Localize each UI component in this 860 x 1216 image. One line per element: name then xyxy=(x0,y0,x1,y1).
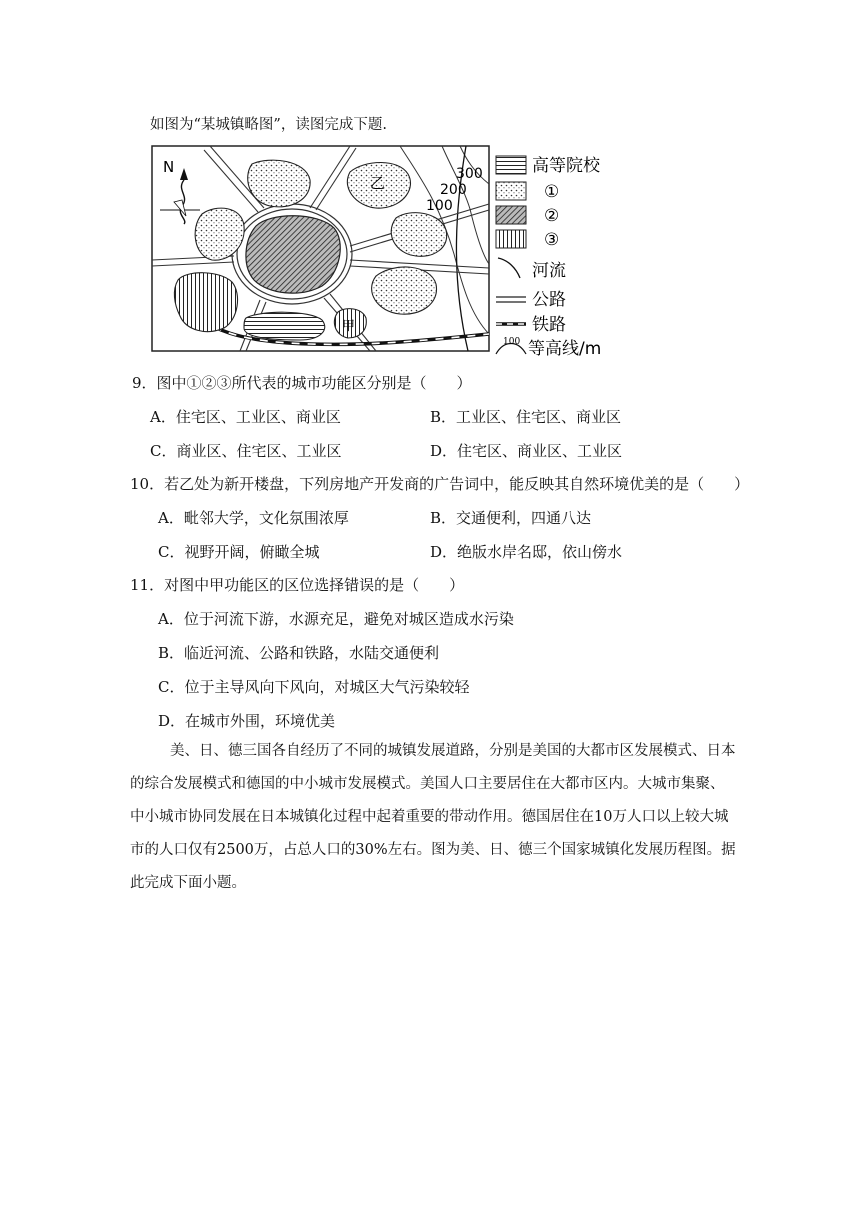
q11-option-b[interactable]: B．临近河流、公路和铁路，水陆交通便利 xyxy=(158,644,440,662)
contour-label-300: 300 xyxy=(456,166,483,182)
q11-option-d[interactable]: D．在城市外围，环境优美 xyxy=(158,712,336,730)
legend-college: 高等院校 xyxy=(532,156,600,176)
label-yi: 乙 xyxy=(370,174,386,192)
map-legend xyxy=(496,156,601,356)
q9-option-a[interactable]: A．住宅区、工业区、商业区 xyxy=(150,408,341,426)
legend-river: 河流 xyxy=(532,261,566,281)
zone-1-east xyxy=(391,213,446,257)
q9-stem: 9．图中①②③所代表的城市功能区分别是（ ） xyxy=(132,374,472,392)
q11-option-c[interactable]: C．位于主导风向下风向，对城区大气污染较轻 xyxy=(158,678,470,696)
legend-contour-value: 100 xyxy=(503,337,521,347)
q9-option-c[interactable]: C．商业区、住宅区、工业区 xyxy=(150,442,342,460)
north-label: N xyxy=(163,158,175,176)
town-sketch-map xyxy=(150,144,620,356)
legend-river-icon xyxy=(498,258,520,278)
zone-1-southeast xyxy=(372,267,437,314)
contour-label-100: 100 xyxy=(426,198,453,214)
zone-3-southwest xyxy=(174,273,237,332)
legend-college-swatch xyxy=(496,156,526,174)
legend-contour: 等高线/m xyxy=(528,339,602,356)
passage-paragraph: 美、日、德三国各自经历了不同的城镇发展道路，分别是美国的大都市区发展模式、日本的综合发展模式和德国的中小城市发展模式。美国人口主要居住在大都市区内。大城市集聚、中小城市协同发展在日本城镇化过程中起着重要的带动作用。德国居住在10万人口以上较大城市的人口仅有2500万，占总人口的30%左右。图为美、日、德三个国家城镇化发展历程图。据此完成下面小题。 xyxy=(130,743,736,891)
college-zone xyxy=(244,312,325,340)
map-figure xyxy=(150,144,620,356)
intro-text: 如图为“某城镇略图”，读图完成下题. xyxy=(150,117,387,133)
q9-option-b[interactable]: B．工业区、住宅区、商业区 xyxy=(430,408,622,426)
q11-option-a[interactable]: A．位于河流下游，水源充足，避免对城区造成水污染 xyxy=(158,610,514,628)
q10-option-a[interactable]: A．毗邻大学，文化氛围浓厚 xyxy=(158,509,349,527)
legend-2-swatch xyxy=(496,206,526,224)
center-zone-2 xyxy=(246,216,340,293)
legend-three: ③ xyxy=(544,230,560,250)
legend-3-swatch xyxy=(496,230,526,248)
q10-option-c[interactable]: C．视野开阔，俯瞰全城 xyxy=(158,543,320,561)
legend-road: 公路 xyxy=(532,290,566,310)
q10-stem: 10．若乙处为新开楼盘，下列房地产开发商的广告词中，能反映其自然环境优美的是（ ） xyxy=(130,475,750,493)
legend-two: ② xyxy=(544,206,560,226)
q10-option-d[interactable]: D．绝版水岸名邸，依山傍水 xyxy=(430,543,623,561)
zone-1-north xyxy=(248,160,310,207)
q9-option-d[interactable]: D．住宅区、商业区、工业区 xyxy=(430,442,623,460)
q11-stem: 11．对图中甲功能区的区位选择错误的是（ ） xyxy=(130,576,465,594)
legend-1-swatch xyxy=(496,182,526,200)
label-jia: 甲 xyxy=(342,319,356,334)
q10-option-b[interactable]: B．交通便利，四通八达 xyxy=(430,509,592,527)
legend-rail: 铁路 xyxy=(532,315,566,335)
contour-label-200: 200 xyxy=(440,182,467,198)
legend-one: ① xyxy=(544,182,560,202)
